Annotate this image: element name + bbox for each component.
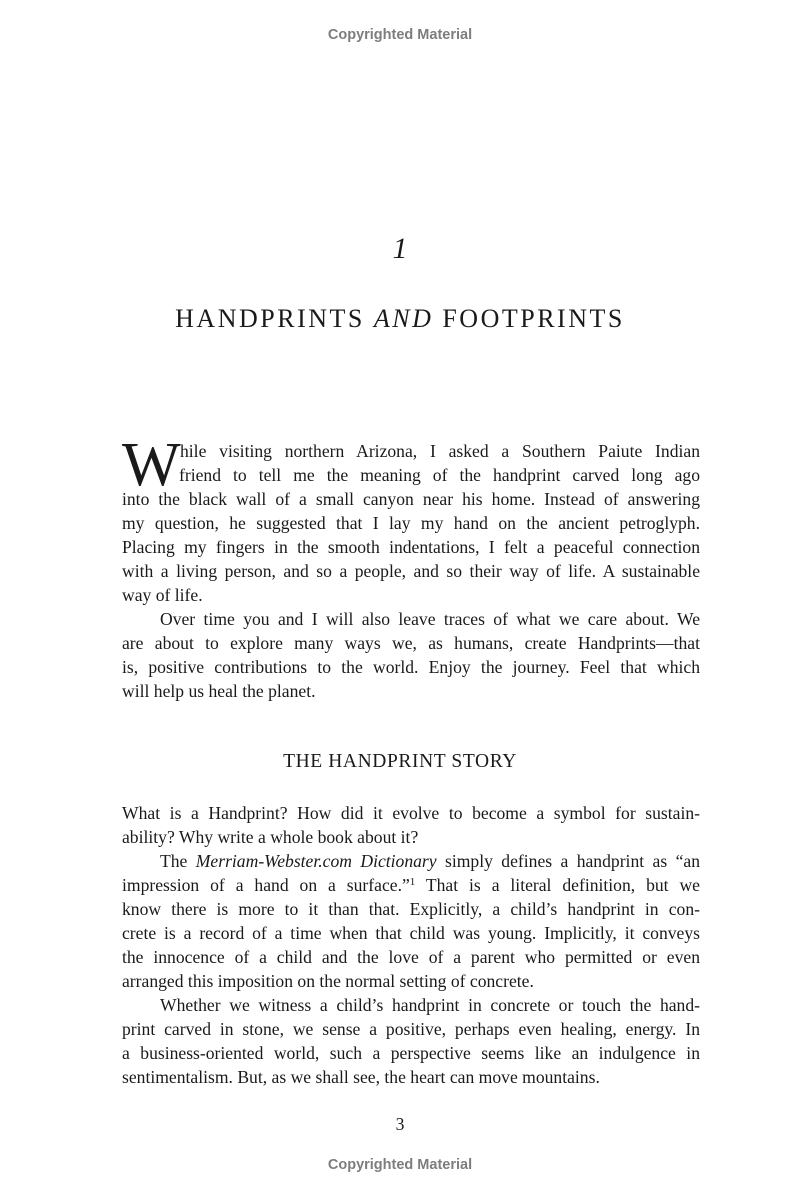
text-line: crete is a record of a time when that child was young. Implicitly, it conveys: [122, 923, 700, 943]
chapter-title: [0, 304, 800, 334]
text-line: a business-oriented world, such a perspective seems like an indulgence in: [122, 1043, 700, 1063]
copyright-watermark-top: Copyrighted Material: [327, 27, 473, 43]
drop-cap: W: [122, 431, 181, 499]
page-number: 3: [395, 1114, 405, 1134]
text-line: [122, 873, 700, 897]
text-segment: That is a literal definition, but we: [415, 875, 700, 895]
copyright-watermark-bottom: Copyrighted Material: [327, 1157, 473, 1173]
intro-paragraph-1: [122, 431, 700, 703]
text-line: into the black wall of a small canyon near his home. Instead of answering: [122, 489, 700, 509]
text-line: are about to explore many ways we, as humans, create Handprints—that: [122, 633, 700, 653]
chapter-title-part2: FOOTPRINTS: [433, 304, 625, 333]
text-segment: impression of a hand on a surface.”: [122, 875, 410, 895]
text-line: What is a Handprint? How did it evolve to become a symbol for sustain-: [122, 803, 700, 823]
text-line: ability? Why write a whole book about it?: [122, 827, 419, 847]
footnote-marker: 1: [409, 876, 416, 888]
text-segment: The: [160, 851, 196, 871]
text-line: print carved in stone, we sense a positive, perhaps even healing, energy. In: [122, 1019, 700, 1039]
text-line: Placing my fingers in the smooth indentations, I felt a peaceful connection: [122, 537, 700, 557]
text-line: arranged this imposition on the normal setting of concrete.: [122, 971, 534, 991]
chapter-number: 1: [392, 232, 408, 265]
text-line: hile visiting northern Arizona, I asked a Southern Paiute Indian: [180, 441, 700, 461]
text-line: friend to tell me the meaning of the handprint carved long ago: [179, 465, 700, 485]
text-line: know there is more to it than that. Explicitly, a child’s handprint in con-: [122, 899, 700, 919]
text-line: my question, he suggested that I lay my hand on the ancient petroglyph.: [122, 513, 700, 533]
text-line: the innocence of a child and the love of a parent who permitted or even: [122, 947, 700, 967]
section-body: [122, 801, 700, 1089]
text-line: way of life.: [122, 585, 203, 605]
text-line: with a living person, and so a people, and so their way of life. A sustainable: [122, 561, 700, 581]
text-line: Over time you and I will also leave traces of what we care about. We: [160, 609, 700, 629]
text-line: is, positive contributions to the world. Enjoy the journey. Feel that which: [122, 657, 700, 677]
chapter-title-part1: HANDPRINTS: [175, 304, 374, 333]
dictionary-title: Merriam-Webster.com Dictionary: [195, 851, 437, 871]
text-line: will help us heal the planet.: [122, 681, 316, 701]
chapter-title-italic: AND: [373, 304, 434, 333]
text-line: [122, 849, 700, 873]
text-line: sentimentalism. But, as we shall see, the heart can move mountains.: [122, 1067, 600, 1087]
text-segment: simply defines a handprint as “an: [436, 851, 700, 871]
text-line: Whether we witness a child’s handprint in concrete or touch the hand-: [160, 995, 700, 1015]
section-heading: THE HANDPRINT STORY: [283, 751, 517, 772]
